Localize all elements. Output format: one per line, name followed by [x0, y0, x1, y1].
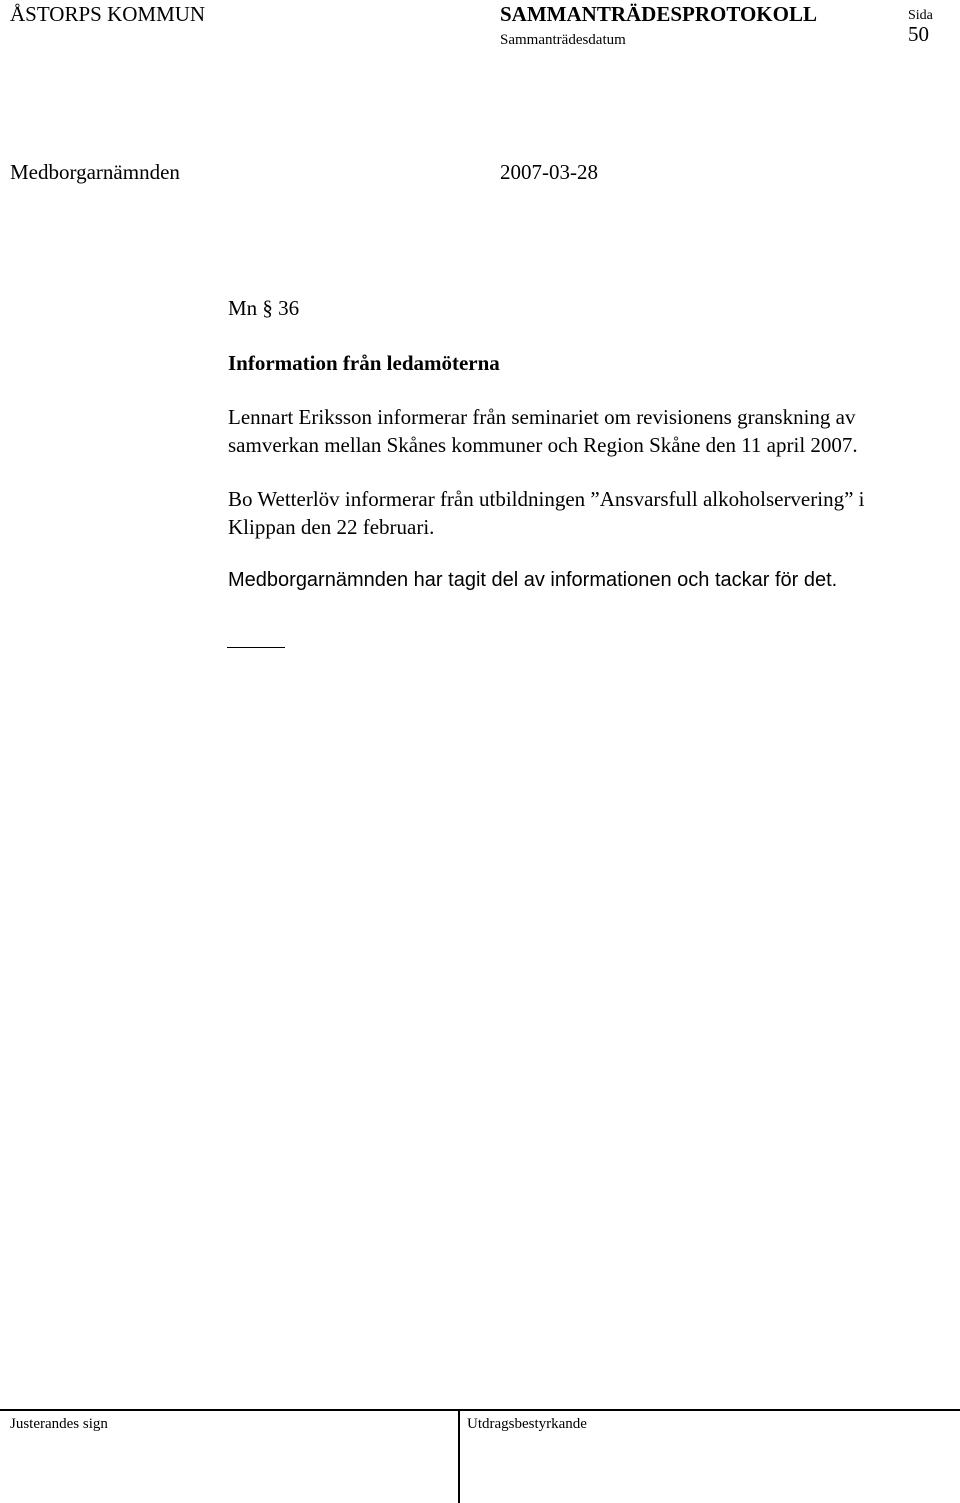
certification-label: Utdragsbestyrkande [467, 1416, 587, 1432]
paragraph-1: Lennart Eriksson informerar från seminariet om revisionens granskning av samverkan mellan Skånes kommuner och Region Skåne den 11 april 2007. [228, 405, 858, 457]
committee-name: Medborgarnämnden [10, 160, 180, 184]
footer-rule [0, 1409, 960, 1411]
item-heading: Information från ledamöterna [228, 351, 500, 375]
paragraph-reference: Mn § 36 [228, 296, 300, 320]
paragraph-2: Bo Wetterlöv informerar från utbildningen ”Ansvarsfull alkoholservering” i Klippan den 22 februari. [228, 487, 865, 539]
signature-label: Justerandes sign [10, 1416, 108, 1432]
footer-divider [458, 1409, 460, 1503]
section-end-rule [227, 647, 285, 648]
page-label: Sida [908, 8, 933, 23]
page-number: 50 [908, 22, 929, 46]
meeting-date-label: Sammanträdesdatum [500, 32, 626, 48]
document-type: SAMMANTRÄDESPROTOKOLL [500, 2, 817, 26]
paragraph-3: Medborgarnämnden har tagit del av informationen och tackar för det. [228, 569, 838, 591]
municipality-name: ÅSTORPS KOMMUN [10, 2, 206, 26]
meeting-date: 2007-03-28 [500, 160, 598, 184]
